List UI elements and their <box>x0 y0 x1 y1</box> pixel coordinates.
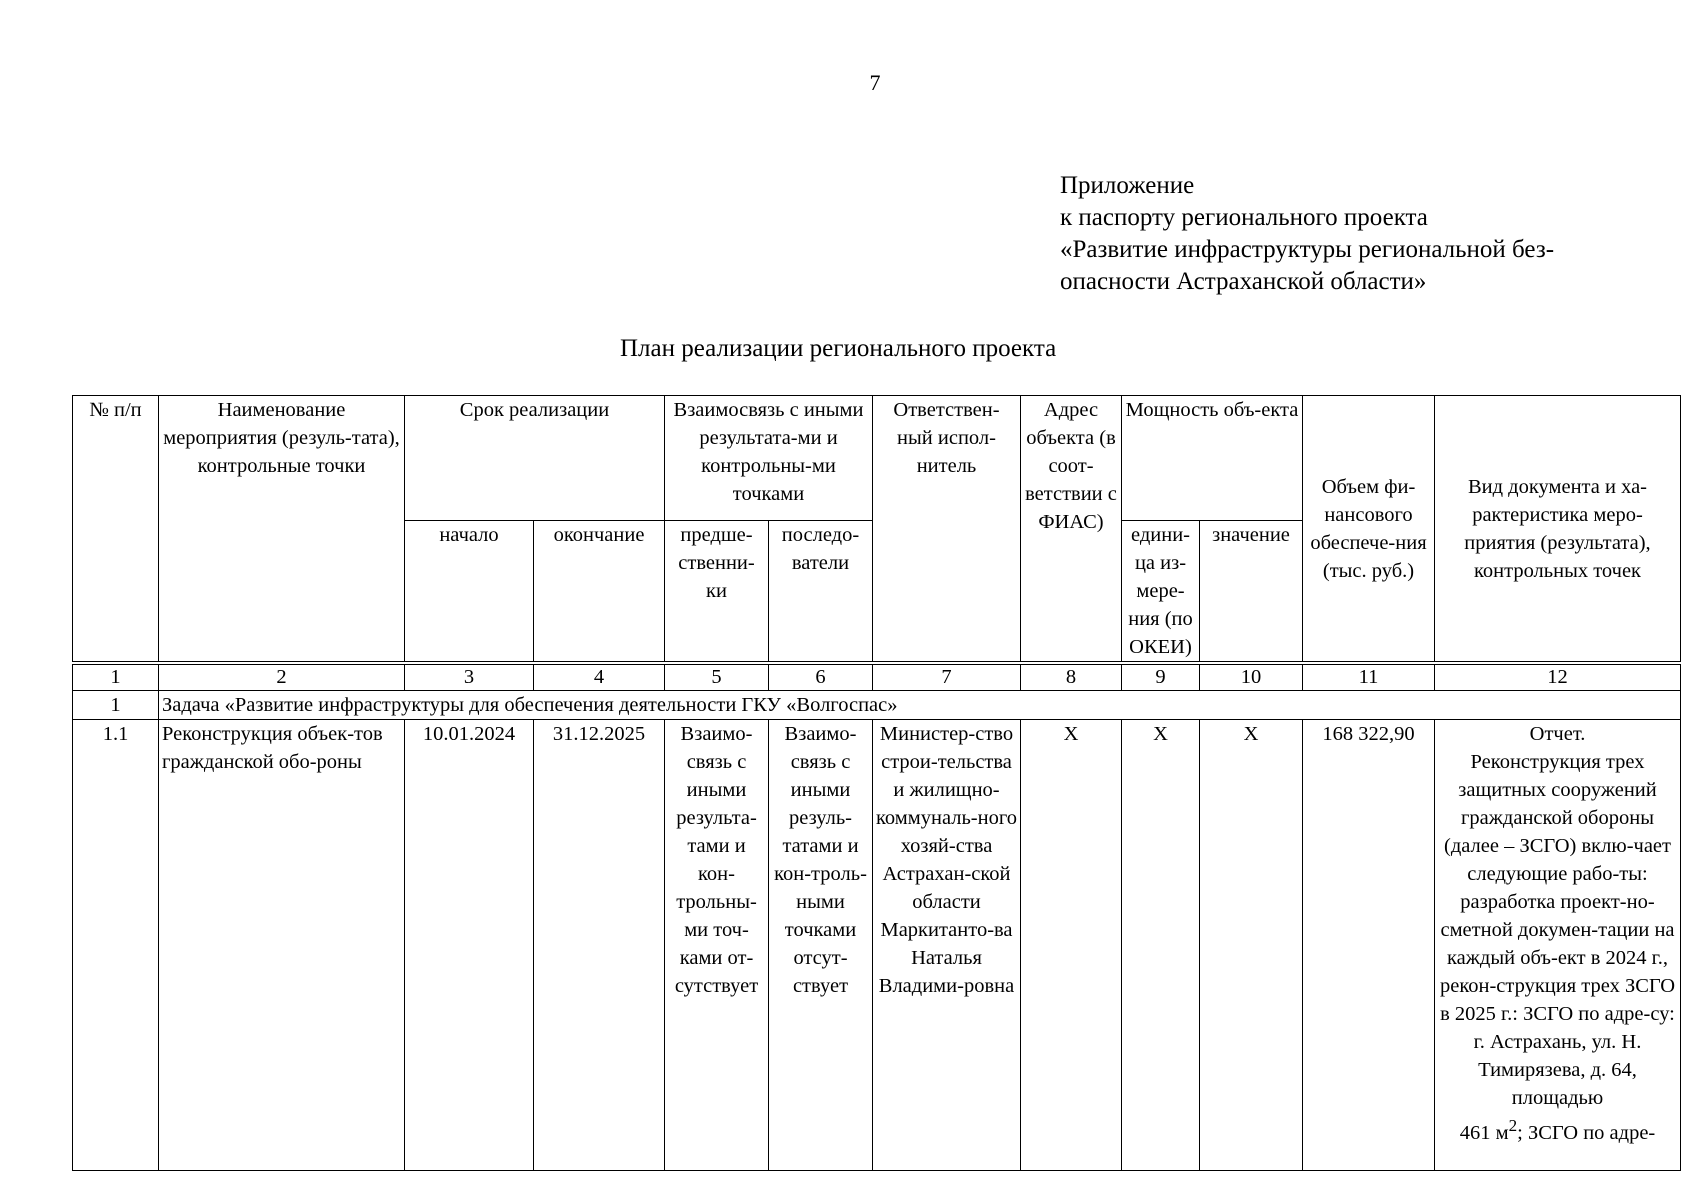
appendix-line-4: опасности Астраханской области» <box>1060 268 1427 295</box>
row-name: Реконструкция объек-тов гражданской обо-роны <box>159 720 405 1171</box>
header-predecessors: предше-ственни-ки <box>665 521 769 664</box>
header-num: № п/п <box>73 396 159 664</box>
header-successors: последо-ватели <box>769 521 873 664</box>
row-predecessors: Взаимо-связь с иными результа-тами и кон-трольны-ми точ-ками от-сутствует <box>665 720 769 1171</box>
header-value: значение <box>1200 521 1303 664</box>
header-address: Адрес объекта (в соот-ветствии с ФИАС) <box>1021 396 1122 664</box>
column-number: 5 <box>665 663 769 691</box>
column-number: 8 <box>1021 663 1122 691</box>
row-doc-type <box>1435 720 1681 1171</box>
column-number: 3 <box>405 663 534 691</box>
row-responsible: Министер-ство строи-тельства и жилищно-коммуналь-ного хозяй-ства Астрахан-ской области Маркитанто-ва Наталья Владими-ровна <box>873 720 1021 1171</box>
row-num: 1.1 <box>73 720 159 1171</box>
row-doc-type-area-sup: 2 <box>1508 1116 1518 1135</box>
header-capacity: Мощность объ-екта <box>1122 396 1303 521</box>
column-number: 2 <box>159 663 405 691</box>
row-funding: 168 322,90 <box>1303 720 1435 1171</box>
page-number: 7 <box>869 70 881 95</box>
task-num: 1 <box>73 691 159 720</box>
row-end: 31.12.2025 <box>534 720 665 1171</box>
row-doc-type-text: Реконструкция трех защитных сооружений гражданской обороны (далее – ЗСГО) вклю-чает следующие рабо-ты: разработка проект-но-сметной докумен-тации на каждый объ-ект в 2024 г., рекон-струкция трех ЗСГО в 2025 г.: ЗСГО по адре-су: г. Астрахань, ул. Н. Тимирязева, д. 64, площадью <box>1439 751 1676 1109</box>
row-successors: Взаимо-связь с иными резуль-татами и кон-троль-ными точками отсут-ствует <box>769 720 873 1171</box>
plan-title: План реализации регионального проекта <box>620 335 1057 362</box>
table-row <box>73 720 1681 1171</box>
column-number: 6 <box>769 663 873 691</box>
appendix-line-3: «Развитие инфраструктуры региональной без- <box>1060 236 1555 263</box>
header-start: начало <box>405 521 534 664</box>
row-unit: Х <box>1122 720 1200 1171</box>
row-doc-type-area: 461 м <box>1459 1121 1509 1144</box>
task-text: Задача «Развитие инфраструктуры для обеспечения деятельности ГКУ «Волгоспас» <box>159 691 1681 720</box>
row-doc-type-head: Отчет. <box>1529 723 1586 745</box>
column-number: 9 <box>1122 663 1200 691</box>
appendix-block <box>1060 170 1554 298</box>
row-start: 10.01.2024 <box>405 720 534 1171</box>
row-doc-type-tail-2: ; ЗСГО по адре- <box>1517 1121 1656 1144</box>
column-number: 4 <box>534 663 665 691</box>
column-numbers-row <box>73 663 1681 691</box>
header-funding: Объем фи-нансового обеспече-ния (тыс. руб.) <box>1303 396 1435 664</box>
column-number: 10 <box>1200 663 1303 691</box>
header-name: Наименование мероприятия (резуль-тата), контрольные точки <box>159 396 405 664</box>
column-number: 12 <box>1435 663 1681 691</box>
header-relation: Взаимосвязь с иными результата-ми и контрольны-ми точками <box>665 396 873 521</box>
task-row <box>73 691 1681 720</box>
plan-table <box>72 395 1681 1171</box>
header-end: окончание <box>534 521 665 664</box>
appendix-line-1: Приложение <box>1060 172 1195 199</box>
row-doc-type-tail <box>1438 1112 1677 1147</box>
header-responsible: Ответствен-ный испол-нитель <box>873 396 1021 664</box>
header-unit: едини-ца из-мере-ния (по ОКЕИ) <box>1122 521 1200 664</box>
row-address: Х <box>1021 720 1122 1171</box>
column-number: 7 <box>873 663 1021 691</box>
header-doc-type: Вид документа и ха-рактеристика меро-приятия (результата), контрольных точек <box>1435 396 1681 664</box>
column-number: 1 <box>73 663 159 691</box>
appendix-line-2: к паспорту регионального проекта <box>1060 204 1428 231</box>
column-number: 11 <box>1303 663 1435 691</box>
row-value: Х <box>1200 720 1303 1171</box>
header-term: Срок реализации <box>405 396 665 521</box>
